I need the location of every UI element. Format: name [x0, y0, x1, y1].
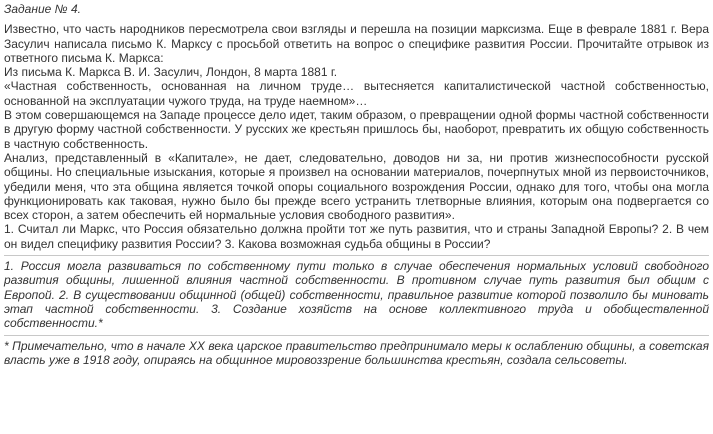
questions: 1. Считал ли Маркс, что Россия обязательно должна пройти тот же путь развития, что и страны Западной Европы? 2. В чем он видел специфику развития России? 3. Какова возможная судьба общины в России? [4, 222, 709, 251]
divider [4, 255, 709, 256]
footnote: * Примечательно, что в начале XX века царское правительство предпринимало меры к ослаблению общины, а советская власть уже в 1918 году, опираясь на общинное мировоззрение большинства крестьян, создала сельсоветы. [4, 338, 709, 367]
intro-paragraph: Известно, что часть народников пересмотрела свои взгляды и перешла на позиции марксизма. Еще в феврале 1881 г. Вера Засулич написала письмо К. Марксу с просьбой ответить на вопрос о специфике развития России. Прочитайте отрывок из ответного письма К. Маркса: [4, 22, 709, 65]
task-title: Задание № 4. [4, 2, 81, 16]
letter-quote: «Частная собственность, основанная на личном труде… вытесняется капиталистической частной собственностью, основанной на эксплуатации чужого труда, на труде наемном»… [4, 79, 709, 108]
letter-source: Из письма К. Маркса В. И. Засулич, Лондон, 8 марта 1881 г. [4, 65, 338, 80]
letter-paragraph-2: Анализ, представленный в «Капитале», не дает, следовательно, доводов ни за, ни против жизнеспособности русской общины. Но специальные изыскания, которые я произвел на основании материалов, почерпнутых мной из первоисточников, убедили меня, что эта община является точкой опоры социального возрождения России, однако для того, чтобы она могла функционировать как таковая, нужно было бы прежде всего устранить тлетворные влияния, которым она подвергается со всех сторон, а затем обеспечить ей нормальные условия свободного развития». [4, 150, 709, 223]
letter-paragraph-1: В этом совершающемся на Западе процессе дело идет, таким образом, о превращении одной формы частной собственности в другую форму частной собственности. У русских же крестьян пришлось бы, наоборот, превратить их общую собственность в частную собственность. [4, 108, 709, 151]
divider [4, 335, 709, 336]
answer-text: 1. Россия могла развиваться по собственному пути только в случае обеспечения нормальных условий свободного развития общины, лишенной влияния частной собственности. В противном случае путь развития был общим с Европой. 2. В существовании общинной (общей) собственности, правильное развитие которой позволило бы миновать этап частной собственности. 3. Создание хозяйств на основе коллективного труда и обобществленной собственности.* [4, 259, 709, 331]
